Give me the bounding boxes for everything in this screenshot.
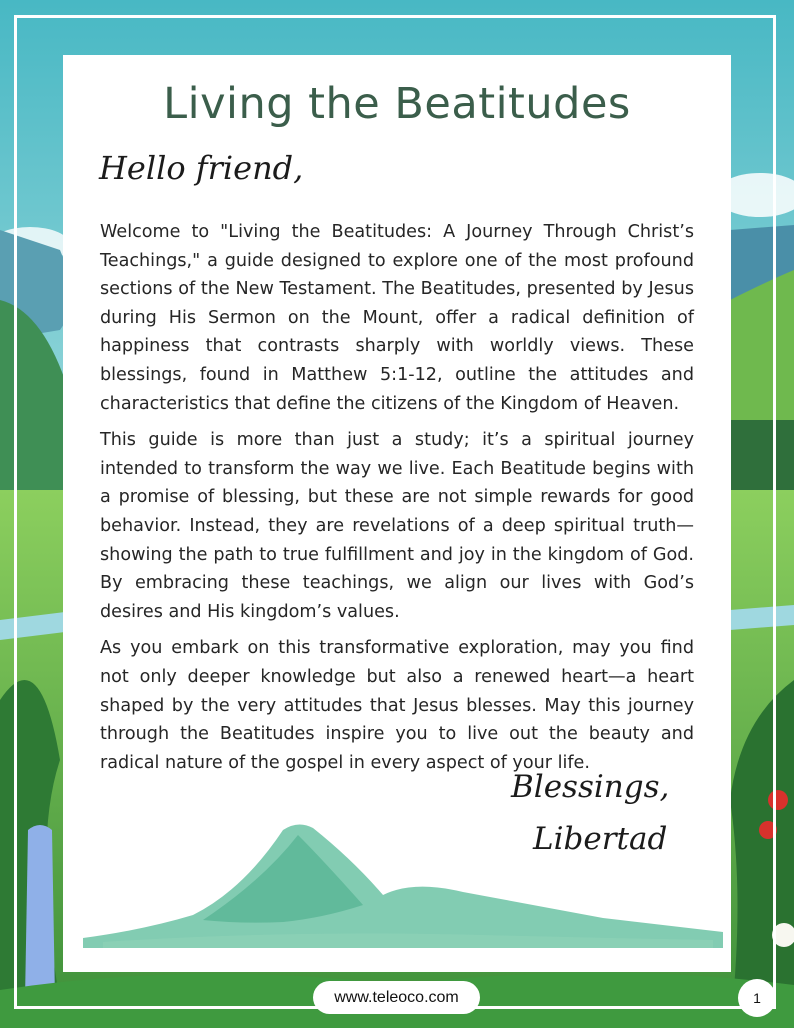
watercolor-mountain <box>83 820 723 948</box>
closing: Blessings, <box>511 769 670 805</box>
paragraph: Welcome to "Living the Beatitudes: A Journey Through Christ’s Teachings," a guide designed to explore one of the most profound sections of the New Testament. The Beatitudes, presented by Jesus during His Sermon on the Mount, offer a radical definition of happiness that contrasts sharply with worldly views. These blessings, found in Matthew 5:1-12, outline the attitudes and characteristics that define the citizens of the Kingdom of Heaven. <box>100 222 694 414</box>
signature: Libertad <box>533 821 668 857</box>
greeting: Hello friend, <box>99 149 304 187</box>
page-title: Living the Beatitudes <box>163 79 631 129</box>
page-number: 1 <box>738 979 776 1017</box>
paragraph: This guide is more than just a study; it’s a spiritual journey intended to transform the way we live. Each Beatitude begins with a promise of blessing, but these are not simple rewards for good behavior. Instead, they are revelations of a deep spiritual truth—showing the path to true fulfillment and joy in the kingdom of God. By embracing these teachings, we align our lives with God’s desires and His kingdom’s values. <box>100 430 694 622</box>
website-link[interactable]: www.teleoco.com <box>313 981 480 1014</box>
page-card <box>63 55 731 972</box>
body-text <box>100 218 694 785</box>
paragraph: As you embark on this transformative exploration, may you find not only deeper knowledge but also a renewed heart—a heart shaped by the very attitudes that Jesus blesses. May this journey through the Beatitudes inspire you to live out the beauty and radical nature of the gospel in every aspect of your life. <box>100 638 694 773</box>
